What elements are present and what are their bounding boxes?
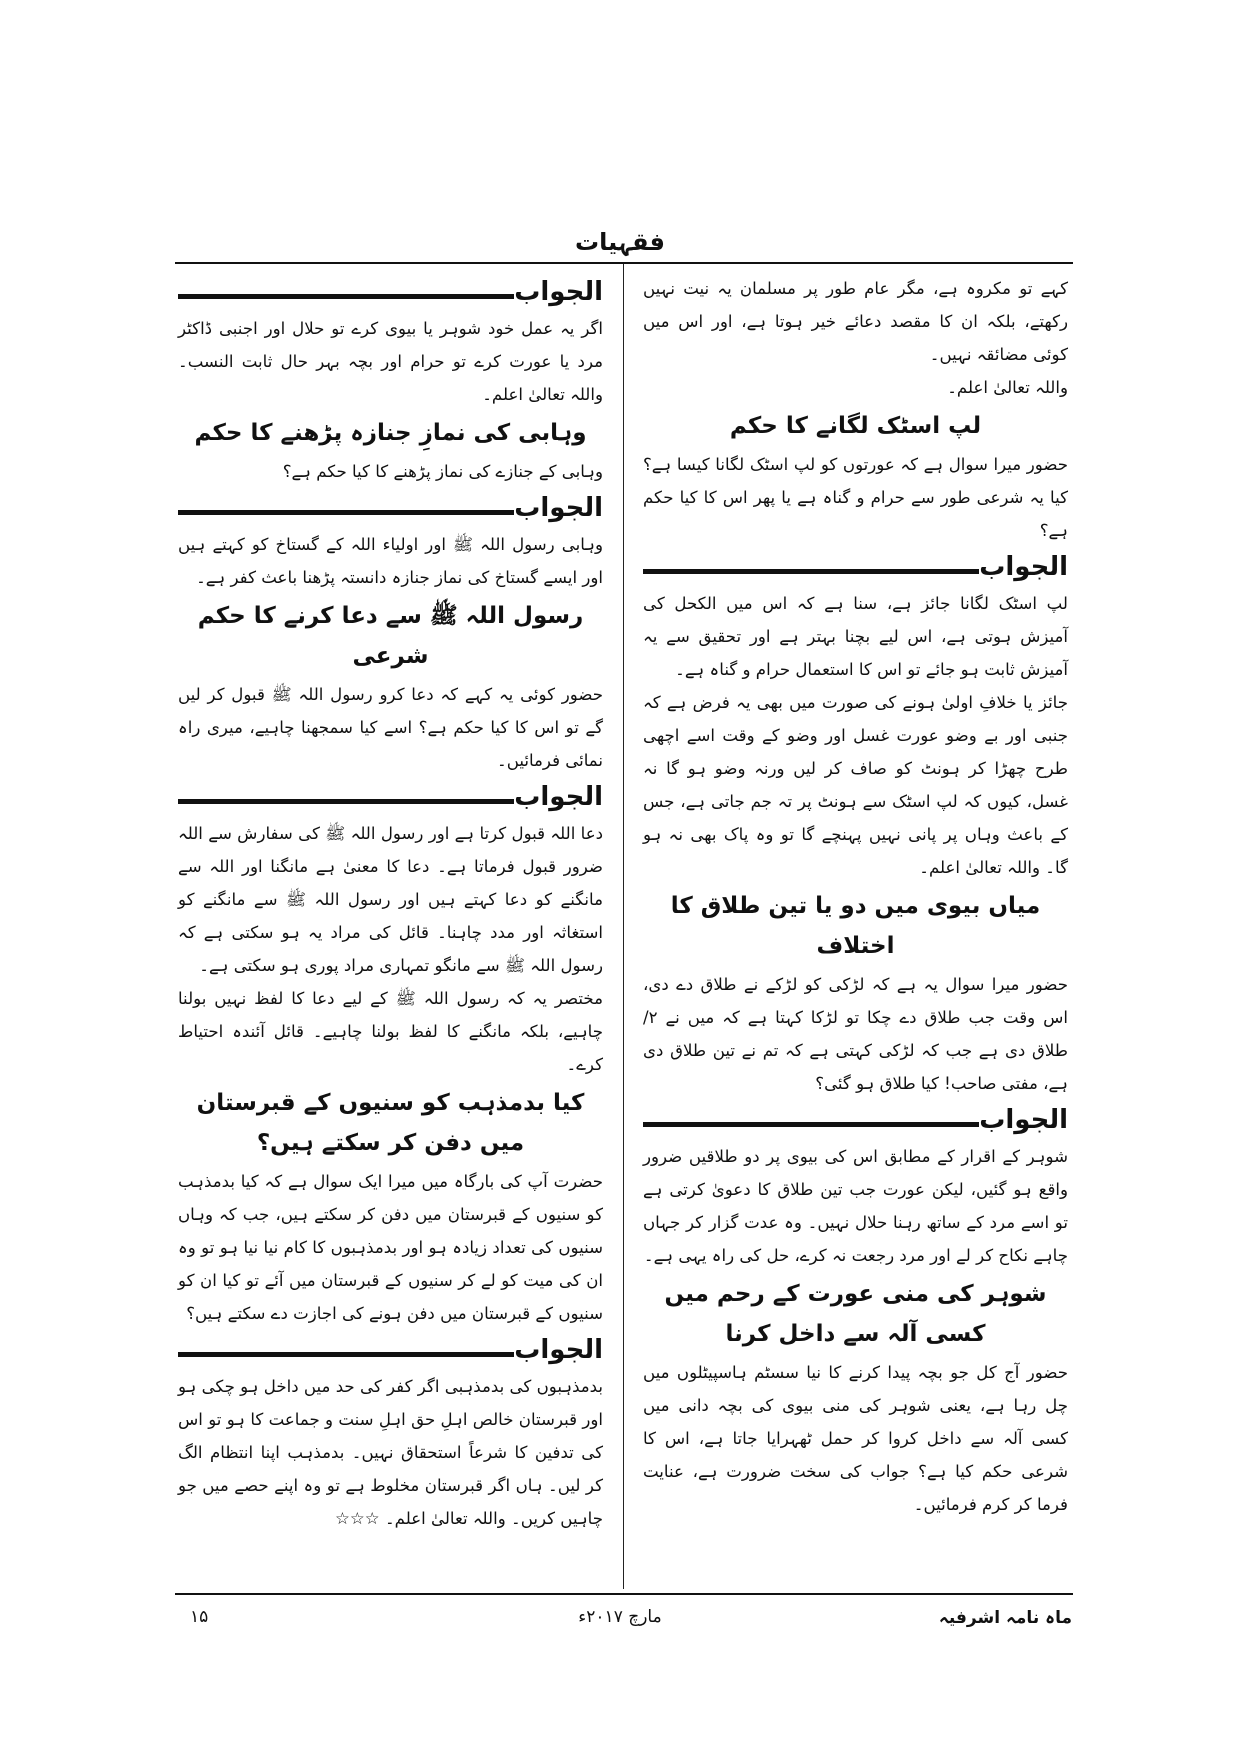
paragraph: وہابی رسول اللہ ﷺ اور اولیاء اللہ کے گستاخ کو کہتے ہیں اور ایسے گستاخ کی نماز جنازہ دانستہ پڑھنا باعث کفر ہے۔ [178,535,603,587]
answer-heading [178,1332,603,1368]
page-number: ۱۵ [190,1607,209,1627]
answer-label: الجواب [979,552,1068,582]
section-heading: میاں بیوی میں دو یا تین طلاق کا اختلاف [670,893,1041,959]
column-divider [623,264,624,1589]
paragraph: اگر یہ عمل خود شوہر یا بیوی کرے تو حلال اور اجنبی ڈاکٹر مرد یا عورت کرے تو حرام اور بچہ بہر حال ثابت النسب۔ واللہ تعالیٰ اعلم۔ [178,319,603,404]
top-rule [175,262,1073,264]
answer-rule [178,510,514,515]
paragraph: حضور کوئی یہ کہے کہ دعا کرو رسول اللہ ﷺ قبول کر لیں گے تو اس کا کیا حکم ہے؟ اسے کیا سمجھنا چاہیے، میری راہ نمائی فرمائیں۔ [178,685,603,770]
paragraph: حضور میرا سوال یہ ہے کہ لڑکی کو لڑکے نے طلاق دے دی، اس وقت جب طلاق دے چکا تو لڑکا کہتا ہے کہ میں نے ۲/ طلاق دی ہے جب کہ لڑکی کہتی ہے کہ تم نے تین طلاق دی ہے، مفتی صاحب! کیا طلاق ہو گئی؟ [643,975,1068,1093]
paragraph: کہے تو مکروہ ہے، مگر عام طور پر مسلمان یہ نیت نہیں رکھتے، بلکہ ان کا مقصد دعائے خیر ہوتا ہے، اور اس میں کوئی مضائقہ نہیں۔ [643,279,1068,364]
right-column [643,272,1068,1521]
paragraph: شوہر کے اقرار کے مطابق اس کی بیوی پر دو طلاقیں ضرور واقع ہو گئیں، لیکن عورت جب تین طلاق کا دعویٰ کرتی ہے تو اسے مرد کے ساتھ رہنا حلال نہیں۔ وہ عدت گزار کر جہاں چاہے نکاح کر لے اور مرد رجعت نہ کرے، حل کی راہ یہی ہے۔ [643,1147,1068,1265]
paragraph: وہابی کے جنازے کی نماز پڑھنے کا کیا حکم ہے؟ [282,462,603,481]
answer-heading [178,274,603,310]
answer-rule [178,1352,514,1357]
answer-heading [178,779,603,815]
answer-label: الجواب [514,493,603,523]
answer-rule [643,569,979,574]
answer-rule [643,1122,979,1127]
paragraph: جائز یا خلافِ اولیٰ ہونے کی صورت میں بھی یہ فرض ہے کہ جنبی اور بے وضو عورت غسل اور وضو کے وقت اسے اچھی طرح چھڑا کر ہونٹ کو صاف کر لیں ورنہ وضو ہو گا نہ غسل، کیوں کہ لپ اسٹک سے ہونٹ پر تہ جم جاتی ہے، جس کے باعث وہاں پر پانی نہیں پہنچے گا تو وہ پاک بھی نہ ہو گا۔ واللہ تعالیٰ اعلم۔ [643,693,1068,877]
paragraph: حضور آج کل جو بچہ پیدا کرنے کا نیا سسٹم ہاسپیٹلوں میں چل رہا ہے، یعنی شوہر کی منی بیوی کی بچہ دانی میں کسی آلہ سے داخل کروا کر حمل ٹھہرایا جاتا ہے، اس کا شرعی حکم کیا ہے؟ جواب کی سخت ضرورت ہے، عنایت فرما کر کرم فرمائیں۔ [643,1363,1068,1514]
magazine-name: ماہ نامہ اشرفیہ [938,1608,1072,1628]
answer-label: الجواب [514,1335,603,1365]
answer-heading [178,490,603,526]
answer-heading [643,1102,1068,1138]
page-title: فقہیات [575,228,665,256]
section-heading: وہابی کی نمازِ جنازہ پڑھنے کا حکم [194,420,587,446]
section-heading: شوہر کی منی عورت کے رحم میں کسی آلہ سے داخل کرنا [664,1281,1047,1347]
answer-heading [643,549,1068,585]
answer-rule [178,799,514,804]
paragraph: بدمذہبوں کی بدمذہبی اگر کفر کی حد میں داخل ہو چکی ہو اور قبرستان خالص اہلِ حق اہلِ سنت و جماعت کا ہو تو اس کی تدفین کا شرعاً استحقاق نہیں۔ بدمذہب اپنا انتظام الگ کر لیں۔ ہاں اگر قبرستان مخلوط ہے تو وہ اپنے حصے میں جو چاہیں کریں۔ واللہ تعالیٰ اعلم۔ ☆☆☆ [178,1377,603,1528]
paragraph: دعا اللہ قبول کرتا ہے اور رسول اللہ ﷺ کی سفارش سے اللہ ضرور قبول فرماتا ہے۔ دعا کا معنیٰ ہے مانگنا اور اللہ سے مانگنے کو دعا کہتے ہیں اور رسول اللہ ﷺ سے مانگنے کو استغاثہ اور مدد چاہنا۔ قائل کی مراد یہ ہو سکتی ہے کہ رسول اللہ ﷺ سے مانگو تمہاری مراد پوری ہو سکتی ہے۔ [178,824,603,975]
answer-label: الجواب [514,782,603,812]
paragraph: حضرت آپ کی بارگاہ میں میرا ایک سوال ہے کہ کیا بدمذہب کو سنیوں کے قبرستان میں دفن کر سکتے ہیں، جب کہ وہاں سنیوں کی تعداد زیادہ ہو اور بدمذہبوں کا کام نیا نیا ہو تو وہ ان کی میت کو لے کر سنیوں کے قبرستان میں آئے تو کیا ان کو سنیوں کے قبرستان میں دفن ہونے کی اجازت دے سکتے ہیں؟ [178,1172,603,1323]
bottom-rule [175,1593,1073,1595]
paragraph: مختصر یہ کہ رسول اللہ ﷺ کے لیے دعا کا لفظ نہیں بولنا چاہیے، بلکہ مانگنے کا لفظ بولنا چاہیے۔ قائل آئندہ احتیاط کرے۔ [178,989,603,1074]
paragraph: حضور میرا سوال ہے کہ عورتوں کو لپ اسٹک لگانا کیسا ہے؟ کیا یہ شرعی طور سے حرام و گناہ ہے یا پھر اس کا کیا حکم ہے؟ [643,455,1068,540]
paragraph: لپ اسٹک لگانا جائز ہے، سنا ہے کہ اس میں الکحل کی آمیزش ہوتی ہے، اس لیے بچنا بہتر ہے اور تحقیق سے یہ آمیزش ثابت ہو جائے تو اس کا استعمال حرام و گناہ ہے۔ [643,594,1068,679]
closing-phrase: واللہ تعالیٰ اعلم۔ [947,378,1068,397]
answer-label: الجواب [979,1105,1068,1135]
answer-label: الجواب [514,277,603,307]
left-column [178,272,603,1535]
section-heading: رسول اللہ ﷺ سے دعا کرنے کا حکم شرعی [197,603,584,669]
section-heading: کیا بدمذہب کو سنیوں کے قبرستان میں دفن کر سکتے ہیں؟ [196,1090,585,1156]
issue-date: مارچ ۲۰۱۷ء [578,1607,662,1627]
section-heading: لپ اسٹک لگانے کا حکم [729,413,982,439]
answer-rule [178,294,514,299]
